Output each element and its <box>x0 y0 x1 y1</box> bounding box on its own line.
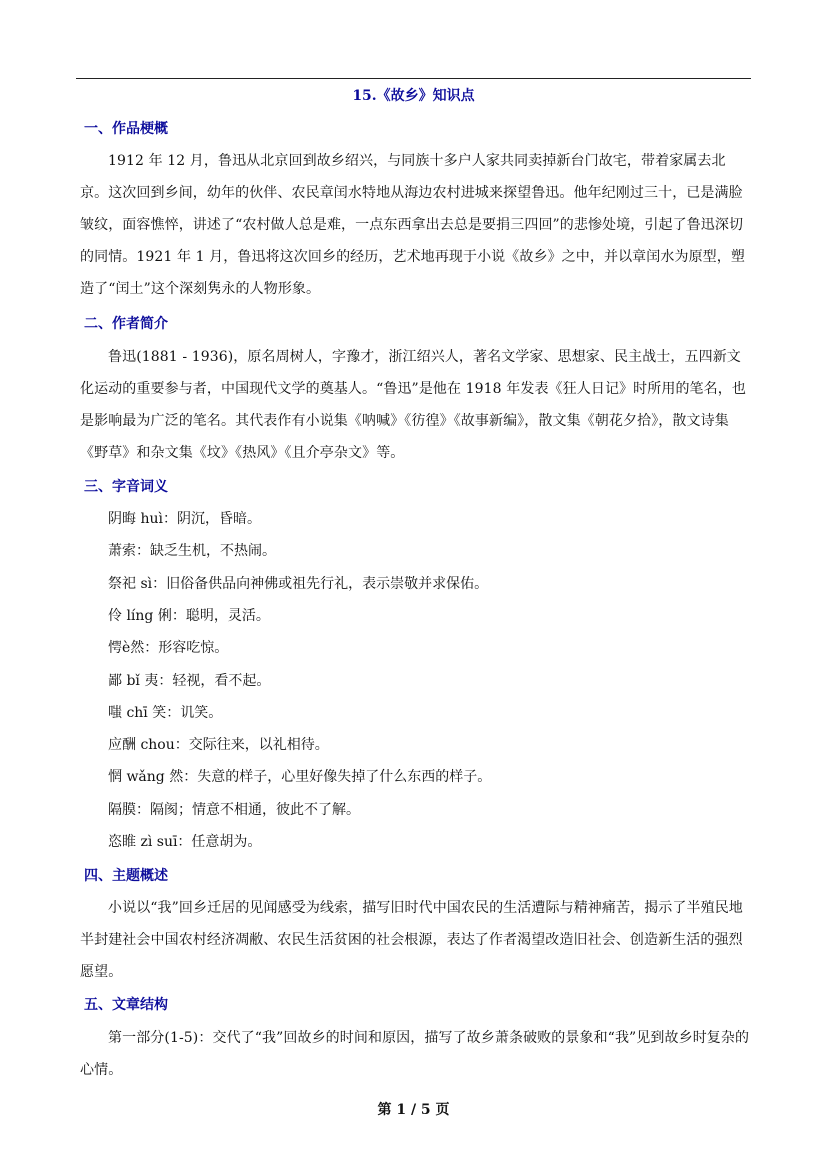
vocab-item: 祭祀 sì：旧俗备供品向神佛或祖先行礼，表示崇敬并求保佑。 <box>108 576 489 592</box>
section-heading-vocabulary: 三、字音词义 <box>84 479 168 495</box>
vocab-item: 阴晦 huì：阴沉，昏暗。 <box>108 511 261 527</box>
synopsis-paragraph: 1912 年 12 月，鲁迅从北京回到故乡绍兴，与同族十多户人家共同卖掉新台门故宅，带着家属去北京。这次回到乡间，幼年的伙伴、农民章闰水特地从海边农村进城来探望鲁迅。他年纪刚过三十，已是满脸皱纹，面容憔悴，讲述了“农村做人总是难，一点东西拿出去总是要捐三四回”的悲惨处境，引起了鲁迅深切的同情。1921 年 1 月，鲁迅将这次回乡的经历，艺术地再现于小说《故乡》之中，并以章闰水为原型，塑造了“闰土”这个深刻隽永的人物形象。 <box>80 153 745 297</box>
section-heading-theme: 四、主题概述 <box>84 868 168 884</box>
header-rule <box>76 78 751 79</box>
theme-paragraph: 小说以“我”回乡迁居的见闻感受为线索，描写旧时代中国农民的生活遭际与精神痛苦，揭示了半殖民地半封建社会中国农村经济凋敝、农民生活贫困的社会根源，表达了作者渴望改造旧社会、创造新生活的强烈愿望。 <box>80 900 743 980</box>
vocab-item: 鄙 bǐ 夷：轻视，看不起。 <box>108 673 271 689</box>
author-paragraph: 鲁迅(1881 - 1936)，原名周树人，字豫才，浙江绍兴人，著名文学家、思想家、民主战士，五四新文化运动的重要参与者，中国现代文学的奠基人。“鲁迅”是他在 1918 年发表《狂人日记》时所用的笔名，也是影响最为广泛的笔名。其代表作有小说集《呐喊》《彷徨》《故事新编》，散文集《朝花夕拾》，散文诗集《野草》和杂文集《坟》《热风》《且介亭杂文》等。 <box>80 349 746 461</box>
section-heading-author: 二、作者简介 <box>84 316 168 332</box>
vocab-item: 萧索：缺乏生机，不热闹。 <box>108 543 276 559</box>
vocab-item: 嗤 chī 笑：讥笑。 <box>108 705 223 721</box>
page-number: 第 1 / 5 页 <box>377 1102 450 1118</box>
vocab-item: 恣睢 zì suī：任意胡为。 <box>108 834 262 850</box>
vocab-item: 伶 líng 俐：聪明，灵活。 <box>108 608 270 624</box>
vocab-item: 惘 wǎng 然：失意的样子，心里好像失掉了什么东西的样子。 <box>108 769 492 785</box>
vocab-item: 隔膜：隔阂；情意不相通，彼此不了解。 <box>108 802 360 818</box>
vocab-item: 愕è然：形容吃惊。 <box>108 640 229 656</box>
document-title: 15.《故乡》知识点 <box>352 88 475 104</box>
section-heading-synopsis: 一、作品梗概 <box>84 121 168 137</box>
structure-paragraph: 第一部分(1-5)：交代了“我”回故乡的时间和原因，描写了故乡萧条破败的景象和“我”见到故乡时复杂的心情。 <box>80 1030 750 1078</box>
vocab-item: 应酬 chou：交际往来，以礼相待。 <box>108 737 329 753</box>
section-heading-structure: 五、文章结构 <box>84 997 168 1013</box>
